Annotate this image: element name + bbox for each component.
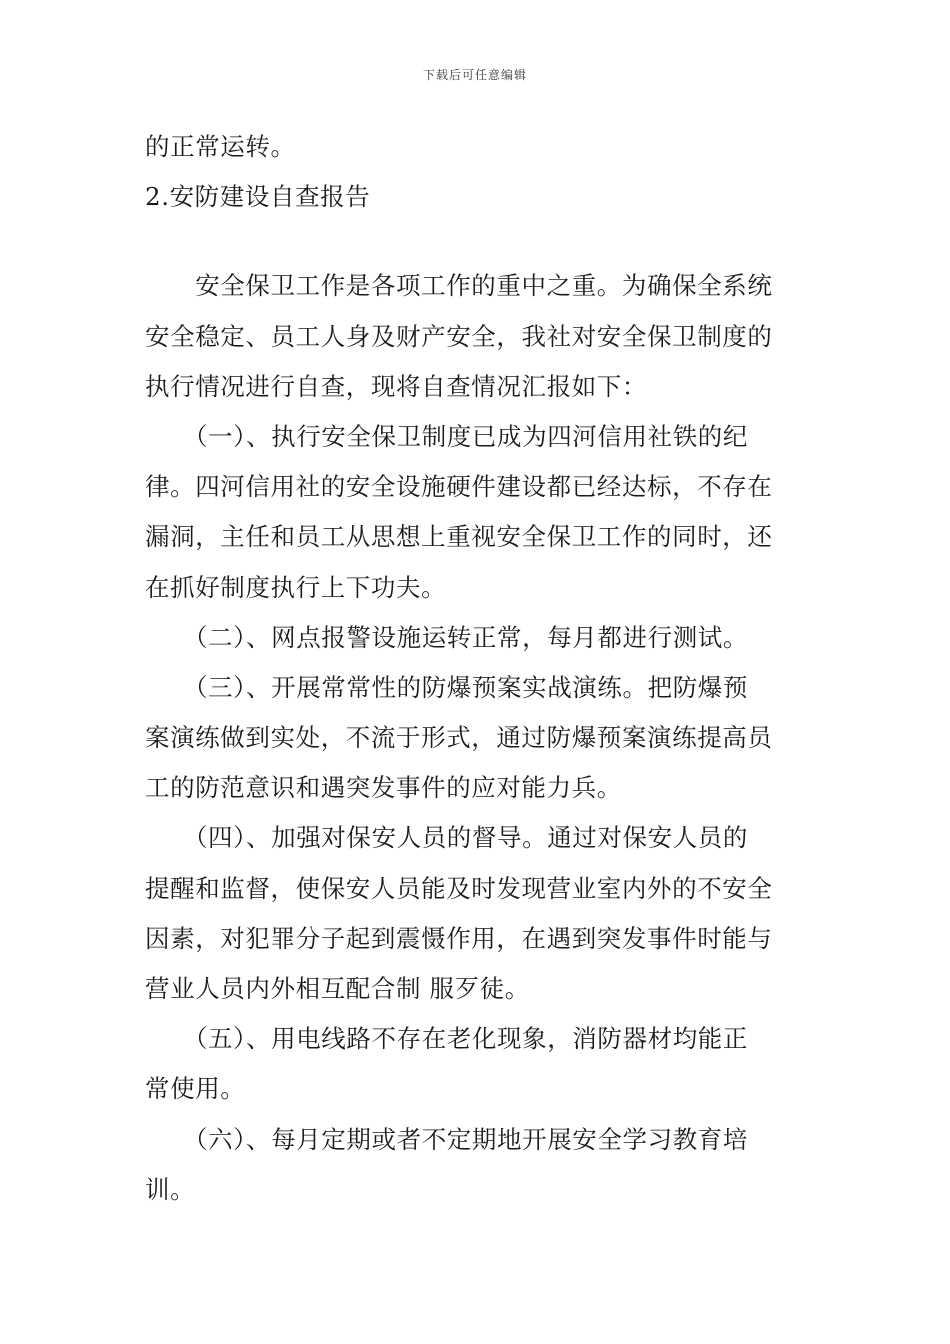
text-line: （一）、执行安全保卫制度已成为四河信用社铁的纪 — [145, 421, 748, 451]
text-line: 律。四河信用社的安全设施硬件建设都已经达标，不存在 — [145, 472, 773, 502]
text-line: 安全保卫工作是各项工作的重中之重。为确保全系统 — [145, 271, 773, 301]
text-line: 训。 — [145, 1174, 196, 1204]
text-line: （六）、每月定期或者不定期地开展安全学习教育培 — [145, 1124, 748, 1154]
text-line: 提醒和监督，使保安人员能及时发现营业室内外的不安全 — [145, 873, 773, 903]
document-body — [145, 122, 813, 1215]
text-line: 案演练做到实处，不流于形式，通过防爆预案演练提高员 — [145, 723, 773, 753]
section-heading: 2.安防建设自查报告 — [145, 182, 371, 212]
text-line: 因素，对犯罪分子起到震慑作用，在遇到突发事件时能与 — [145, 923, 773, 953]
text-line: 执行情况进行自查，现将自查情况汇报如下： — [145, 371, 647, 401]
text-line: 漏洞，主任和员工从思想上重视安全保卫工作的同时，还 — [145, 522, 773, 552]
text-line: 的正常运转。 — [145, 132, 296, 161]
text-line: （四）、加强对保安人员的督导。通过对保安人员的 — [145, 823, 748, 853]
text-line: （二）、网点报警设施运转正常，每月都进行测试。 — [145, 622, 748, 652]
page-header: 下载后可任意编辑 — [422, 68, 527, 82]
text-line: 常使用。 — [145, 1074, 246, 1104]
text-line: 在抓好制度执行上下功夫。 — [145, 572, 447, 602]
text-line: 营业人员内外相互配合制 服歹徒。 — [145, 974, 530, 1003]
text-line: 安全稳定、员工人身及财产安全，我社对安全保卫制度的 — [145, 321, 773, 351]
text-line: （五）、用电线路不存在老化现象，消防器材均能正 — [145, 1024, 748, 1054]
text-line: （三）、开展常常性的防爆预案实战演练。把防爆预 — [145, 672, 748, 702]
blank-line — [145, 222, 813, 261]
text-line: 工的防范意识和遇突发事件的应对能力兵。 — [145, 773, 622, 803]
